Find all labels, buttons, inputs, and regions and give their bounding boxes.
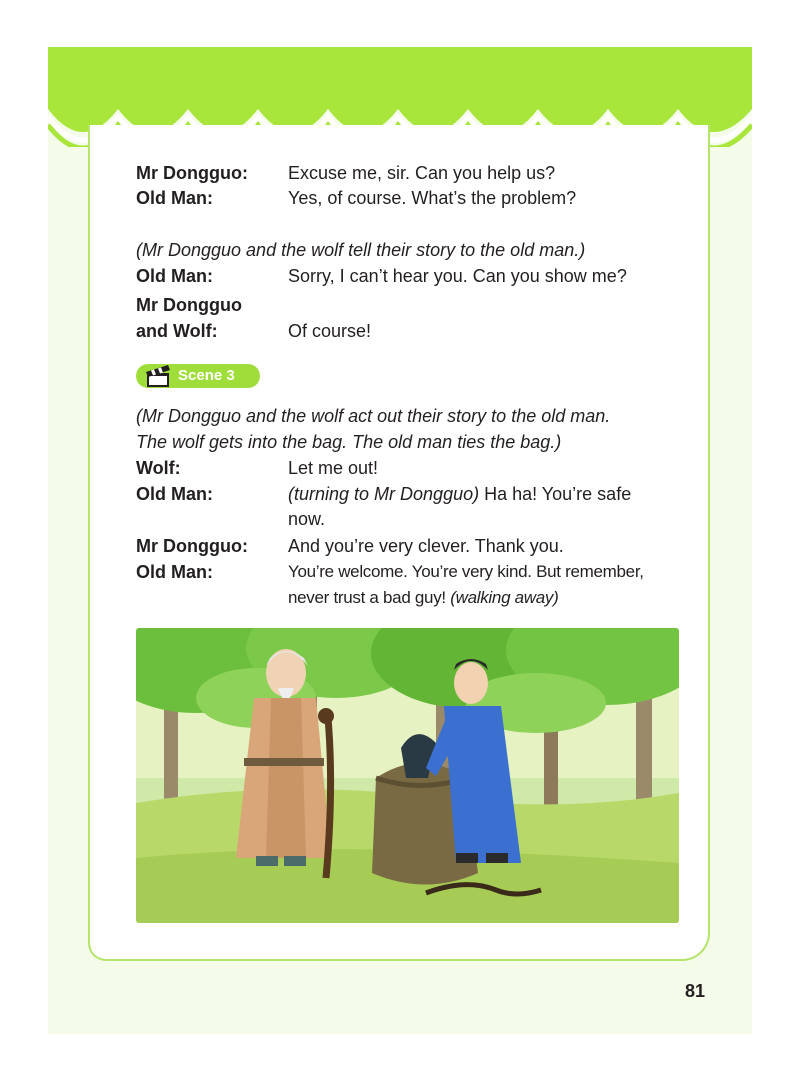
dialogue-line: Excuse me, sir. Can you help us? [288, 163, 556, 183]
speaker-label: Old Man: [136, 188, 213, 208]
clapperboard-icon [144, 363, 174, 389]
scene-label: Scene 3 [178, 367, 235, 384]
dialogue-line [288, 585, 559, 611]
stage-direction: (walking away) [450, 588, 559, 607]
speaker-label: Old Man: [136, 266, 213, 286]
dialogue-line: You’re welcome. You’re very kind. But remember, [288, 562, 644, 581]
stage-direction: (Mr Dongguo and the wolf act out their story to the old man. [136, 406, 611, 426]
dialogue-line: Let me out! [288, 458, 379, 478]
stage-direction: (turning to Mr Dongguo) [288, 484, 480, 504]
speaker-label: Old Man: [136, 484, 213, 504]
speaker-label: Old Man: [136, 562, 213, 582]
dialogue-text: never trust a bad guy! [288, 588, 451, 607]
stage-direction: (Mr Dongguo and the wolf tell their story to the old man.) [136, 240, 586, 260]
speaker-label: Mr Dongguo: [136, 536, 248, 556]
speaker-label: Mr Dongguo: [136, 163, 248, 183]
dialogue-text: Ha ha! You’re safe [479, 484, 632, 504]
dialogue-line: And you’re very clever. Thank you. [288, 536, 564, 556]
speaker-label: Wolf: [136, 458, 181, 478]
page-number: 81 [685, 981, 706, 1001]
dialogue-line: Of course! [288, 321, 372, 341]
dialogue-line [288, 481, 631, 507]
dialogue-line: Yes, of course. What’s the problem? [288, 188, 577, 208]
stage-direction: The wolf gets into the bag. The old man ties the bag.) [136, 432, 562, 452]
speaker-label: and Wolf: [136, 321, 218, 341]
dialogue-line: Sorry, I can’t hear you. Can you show me? [288, 266, 627, 286]
story-illustration [136, 628, 679, 923]
dialogue-line: now. [288, 509, 326, 529]
speaker-label: Mr Dongguo [136, 295, 242, 315]
